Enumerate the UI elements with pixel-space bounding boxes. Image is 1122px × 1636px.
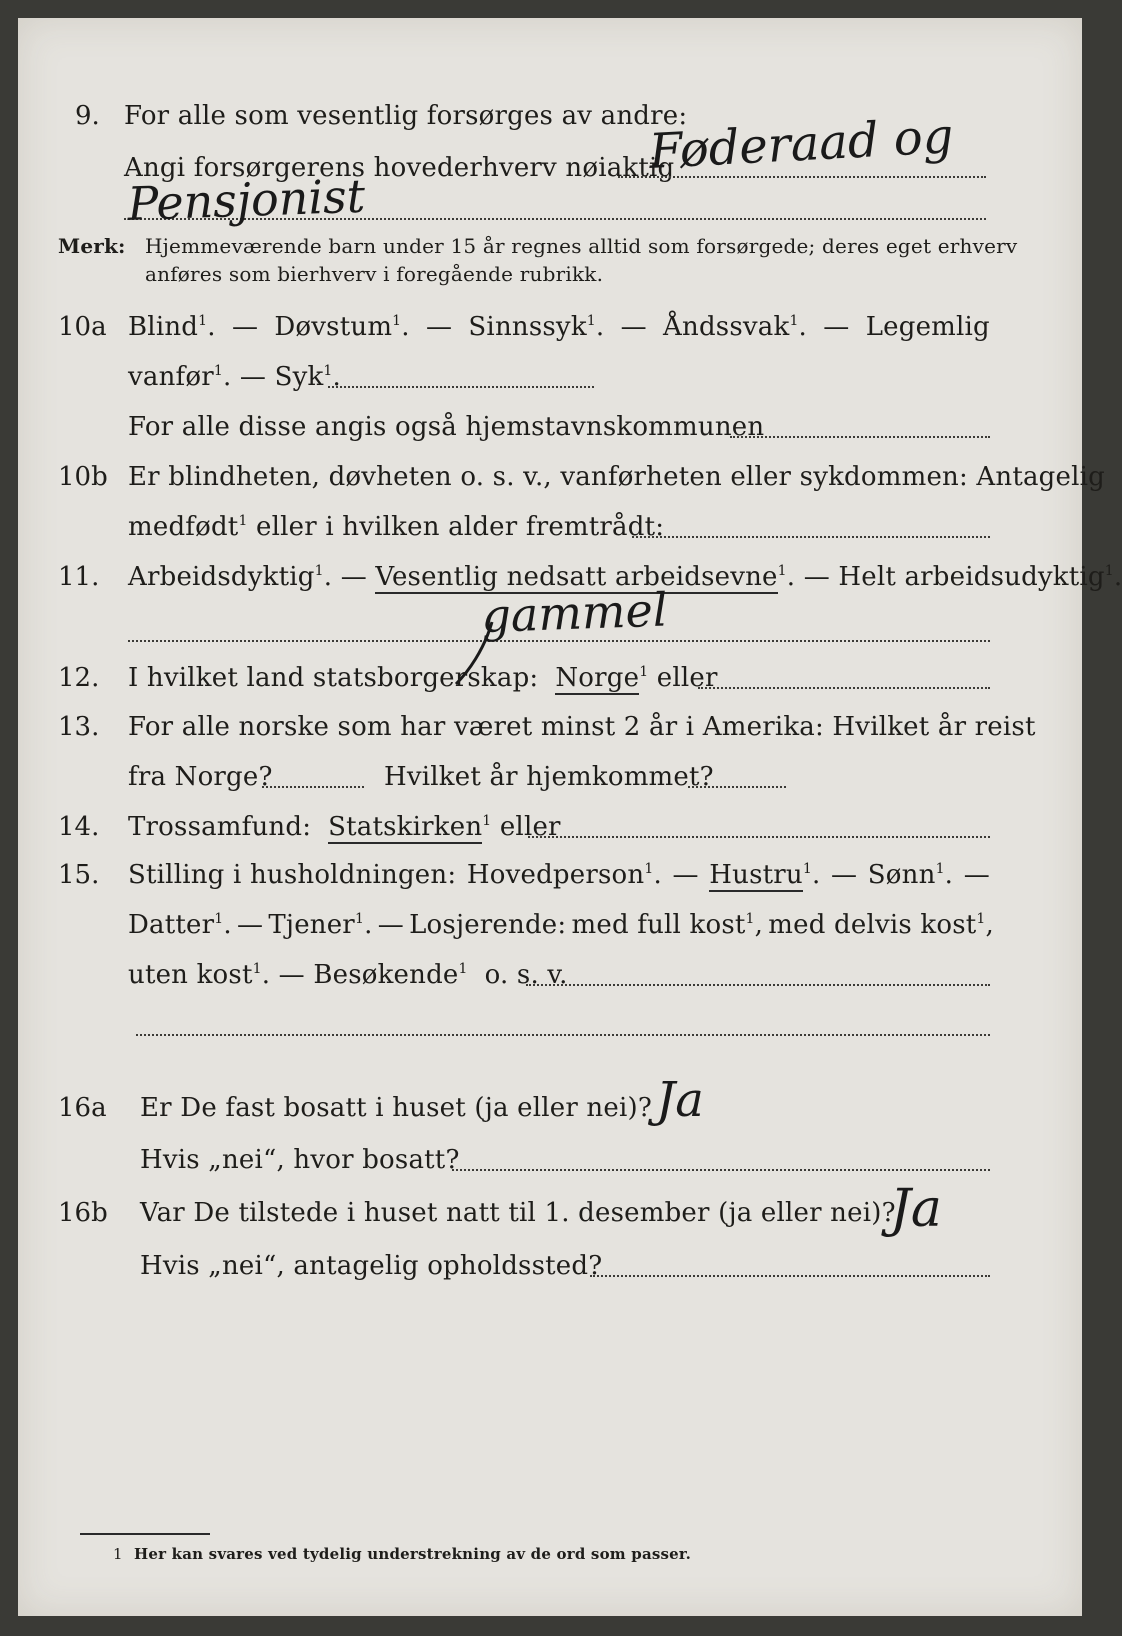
merk-label: Merk:	[58, 234, 126, 258]
q10a-line3: For alle disse angis også hjemstavnskommunen	[128, 412, 765, 442]
q10a-andssvak: Åndssvak$^1$.	[663, 312, 808, 342]
q16a-line2: Hvis „nei“, hvor bosatt?	[140, 1145, 460, 1175]
q15-line2: Datter$^1$. — Tjener$^1$. — Losjerende: med full kost$^1$, med delvis kost$^1$,	[128, 910, 994, 940]
q10a-hjemstavn-line	[730, 436, 990, 438]
q16b-line1: Var De tilstede i huset natt til 1. desember (ja eller nei)?	[140, 1198, 896, 1228]
q13-year-left-line	[262, 786, 364, 788]
q9-answer-text-1: Føderaad og	[647, 108, 955, 180]
q16a-handwriting	[640, 1060, 760, 1150]
q14-selected: Statskirken	[328, 812, 483, 842]
q10a-line2: vanfør$^1$. — Syk$^1$.	[128, 362, 341, 392]
q12-selected: Norge	[555, 663, 640, 693]
dash: —	[823, 312, 850, 342]
q15-selected: Hustru	[709, 860, 803, 890]
q12-line-blank	[698, 687, 990, 689]
footnote-text: Her kan svares ved tydelig understrekning av de ord som passer.	[134, 1545, 692, 1563]
q14-line-blank	[528, 836, 990, 838]
q12-line: I hvilket land statsborgerskap: Norge$^1$ eller	[128, 663, 718, 693]
q10a-syk-line	[328, 386, 594, 388]
q12-number: 12.	[58, 663, 100, 693]
q10a-legemlig: Legemlig	[865, 312, 990, 342]
q11-line1: Arbeidsdyktig$^1$. — Vesentlig nedsatt arbeidsevne$^1$. — Helt arbeidsudyktig$^1$.	[128, 562, 1122, 592]
merk-line2: anføres som bierhverv i foregående rubrikk.	[145, 262, 604, 286]
q9-line2: Angi forsørgerens hovederhverv nøiaktig	[124, 153, 675, 183]
q9-answer-text-2: Pensjonist	[126, 168, 366, 231]
q10b-line2: medfødt$^1$ eller i hvilken alder fremtrådt:	[128, 512, 665, 542]
q15-line-blank	[526, 984, 990, 986]
q11-selected: Vesentlig nedsatt arbeidsevne	[375, 562, 778, 592]
q15-number: 15.	[58, 860, 100, 890]
q13-year-right-line	[688, 786, 786, 788]
q16a-answer-text: Ja	[656, 1072, 704, 1128]
q15-line3: uten kost$^1$. — Besøkende$^1$ o. s. v.	[128, 960, 568, 990]
q11-answer-text: gammel	[480, 582, 669, 643]
q16b-handwriting	[880, 1168, 1000, 1278]
q15-line1: Stilling i husholdningen: Hovedperson$^1$. — Hustru$^1$. — Sønn$^1$. —	[128, 860, 990, 890]
merk-line1: Hjemmeværende barn under 15 år regnes alltid som forsørgede; deres eget erhverv	[145, 234, 1018, 258]
dash: —	[425, 312, 453, 342]
q16a-number: 16a	[58, 1093, 107, 1123]
q16b-line2: Hvis „nei“, antagelig opholdssted?	[140, 1251, 603, 1281]
q10a-line1	[128, 312, 990, 342]
q9-number: 9.	[75, 101, 100, 131]
footnote-rule	[80, 1533, 210, 1535]
q10a-sinnssyk: Sinnssyk$^1$.	[468, 312, 605, 342]
q16b-answer-text: Ja	[890, 1179, 942, 1239]
q13-line2a: fra Norge?	[128, 762, 273, 792]
dash: —	[620, 312, 647, 342]
q14-number: 14.	[58, 812, 100, 842]
q13-line2b: Hvilket år hjemkommet?	[384, 762, 714, 792]
footnote-mark: 1	[113, 1545, 123, 1563]
q10b-line	[632, 536, 990, 538]
q10b-number: 10b	[58, 462, 108, 492]
q14-line: Trossamfund: Statskirken$^1$ eller	[128, 812, 561, 842]
q16b-number: 16b	[58, 1198, 108, 1228]
q10a-blind: Blind$^1$.	[128, 312, 216, 342]
q16b-line-blank	[590, 1275, 990, 1277]
q11-number: 11.	[58, 562, 100, 592]
q10a-number: 10a	[58, 312, 107, 342]
q16a-line1: Er De fast bosatt i huset (ja eller nei)?	[140, 1093, 652, 1123]
q13-line1: For alle norske som har været minst 2 år i Amerika: Hvilket år reist	[128, 712, 1036, 742]
q9-line1: For alle som vesentlig forsørges av andre:	[124, 101, 688, 131]
q10b-line1: Er blindheten, døvheten o. s. v., vanførheten eller sykdommen: Antagelig	[128, 462, 1105, 492]
q13-number: 13.	[58, 712, 100, 742]
q15-line-blank-2	[136, 1034, 990, 1036]
dash: —	[231, 312, 259, 342]
q9-handwriting	[0, 0, 1102, 240]
q10a-dovstum: Døvstum$^1$.	[274, 312, 410, 342]
